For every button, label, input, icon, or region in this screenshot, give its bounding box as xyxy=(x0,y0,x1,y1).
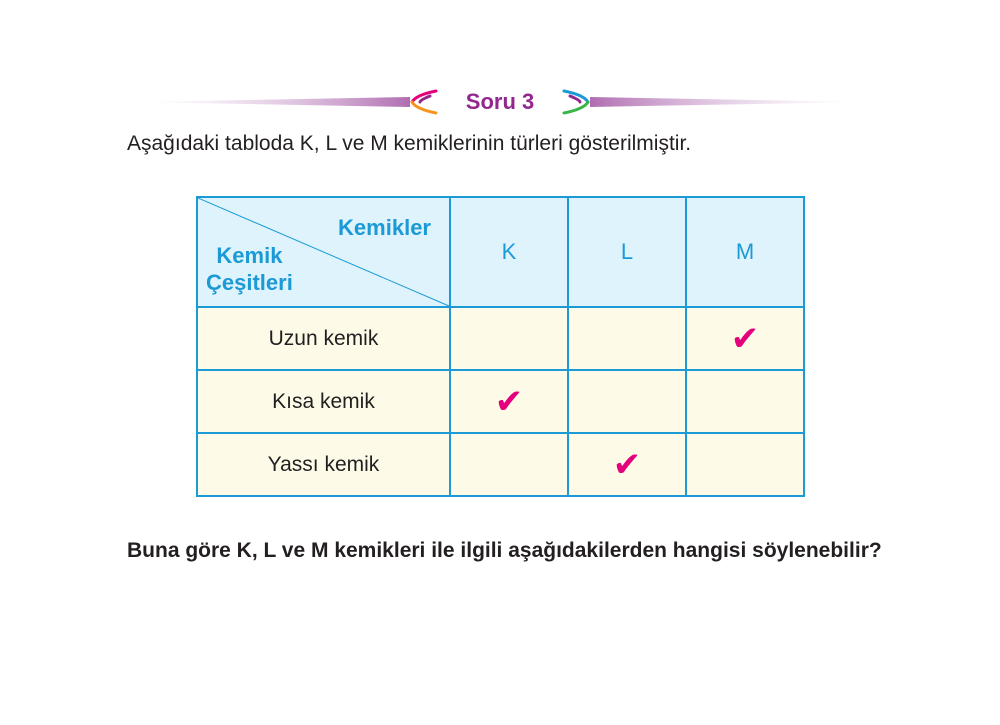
row-label: Kısa kemik xyxy=(197,370,450,433)
question-text: Buna göre K, L ve M kemikleri ile ilgili aşağıdakilerden hangisi söylenebilir? xyxy=(127,539,882,562)
column-header-m: M xyxy=(686,197,804,307)
question-header xyxy=(0,82,1000,122)
cell-k xyxy=(450,307,568,370)
cell-l xyxy=(568,307,686,370)
table-row xyxy=(197,370,804,433)
cell-m xyxy=(686,370,804,433)
left-swoosh-icon xyxy=(412,91,436,113)
corner-row-heading xyxy=(206,242,293,296)
corner-row-heading-line1: Kemik xyxy=(216,243,283,268)
table-header-row xyxy=(197,197,804,307)
cell-m xyxy=(686,433,804,496)
table-row xyxy=(197,307,804,370)
cell-l xyxy=(568,370,686,433)
bone-types-table xyxy=(196,196,805,497)
row-label: Uzun kemik xyxy=(197,307,450,370)
check-mark-icon: ✔ xyxy=(686,307,804,370)
right-swoosh-icon xyxy=(564,91,588,113)
question-title: Soru 3 xyxy=(465,89,535,114)
intro-text: Aşağıdaki tabloda K, L ve M kemiklerinin türleri gösterilmiştir. xyxy=(127,132,692,155)
check-mark-icon: ✔ xyxy=(450,370,568,433)
check-mark-icon: ✔ xyxy=(568,433,686,496)
column-header-l: L xyxy=(568,197,686,307)
corner-row-heading-line2: Çeşitleri xyxy=(206,270,293,295)
table-row xyxy=(197,433,804,496)
cell-k xyxy=(450,433,568,496)
column-header-k: K xyxy=(450,197,568,307)
corner-cell xyxy=(197,197,450,307)
row-label: Yassı kemik xyxy=(197,433,450,496)
corner-column-heading: Kemikler xyxy=(338,215,431,240)
